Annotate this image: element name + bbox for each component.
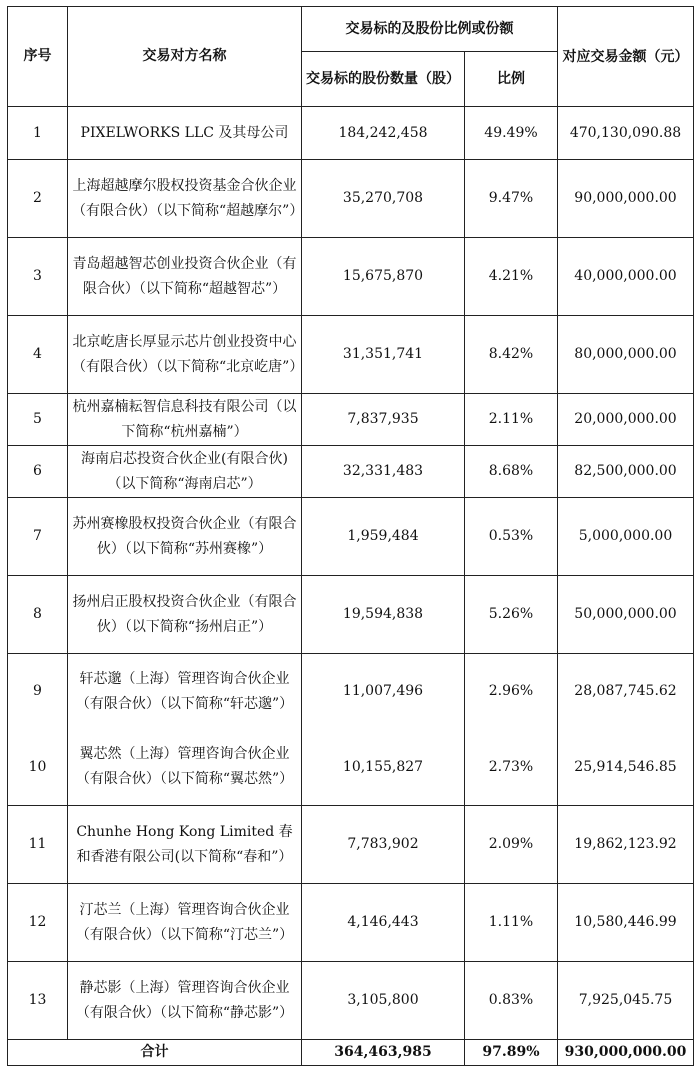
- header-group: 交易标的及股份比例或份额: [302, 7, 558, 52]
- row-ratio: 0.53%: [465, 498, 558, 576]
- row-seq: 9: [8, 654, 68, 730]
- header-party: 交易对方名称: [68, 7, 302, 107]
- row-name: PIXELWORKS LLC 及其母公司: [68, 107, 302, 160]
- table-row: [8, 446, 694, 498]
- row-ratio: 2.96%: [465, 654, 558, 730]
- row-name: 静芯影（上海）管理咨询合伙企业（有限合伙）（以下简称“静芯影”）: [68, 962, 302, 1040]
- row-name: 青岛超越智芯创业投资合伙企业（有限合伙）（以下简称“超越智芯”）: [68, 238, 302, 316]
- row-seq: 12: [8, 884, 68, 962]
- table-row: [8, 962, 694, 1040]
- row-amount: 80,000,000.00: [558, 316, 694, 394]
- row-name: Chunhe Hong Kong Limited 春和香港有限公司(以下简称“春和”）: [68, 806, 302, 884]
- row-name: 苏州赛橡股权投资合伙企业（有限合伙）（以下简称“苏州赛橡”）: [68, 498, 302, 576]
- row-seq: 11: [8, 806, 68, 884]
- row-shares: 1,959,484: [302, 498, 465, 576]
- row-seq: 2: [8, 160, 68, 238]
- row-seq: 3: [8, 238, 68, 316]
- header-shares: 交易标的股份数量（股）: [302, 52, 465, 107]
- row-amount: 50,000,000.00: [558, 576, 694, 654]
- row-amount: 25,914,546.85: [558, 730, 694, 806]
- row-name: 杭州嘉楠耘智信息科技有限公司（以下简称“杭州嘉楠”）: [68, 394, 302, 446]
- row-ratio: 49.49%: [465, 107, 558, 160]
- header-amount: 对应交易金额（元）: [558, 7, 694, 107]
- row-seq: 6: [8, 446, 68, 498]
- row-amount: 20,000,000.00: [558, 394, 694, 446]
- row-shares: 32,331,483: [302, 446, 465, 498]
- table-row: [8, 884, 694, 962]
- table-row: [8, 394, 694, 446]
- table-row: [8, 238, 694, 316]
- row-shares: 19,594,838: [302, 576, 465, 654]
- row-ratio: 5.26%: [465, 576, 558, 654]
- row-name: 汀芯兰（上海）管理咨询合伙企业（有限合伙）（以下简称“汀芯兰”）: [68, 884, 302, 962]
- row-shares: 15,675,870: [302, 238, 465, 316]
- transaction-table: [7, 6, 694, 1066]
- row-amount: 10,580,446.99: [558, 884, 694, 962]
- table-row: [8, 730, 694, 806]
- total-row: [8, 1040, 694, 1066]
- row-seq: 13: [8, 962, 68, 1040]
- row-ratio: 8.42%: [465, 316, 558, 394]
- row-amount: 470,130,090.88: [558, 107, 694, 160]
- total-shares: 364,463,985: [302, 1040, 465, 1066]
- row-amount: 19,862,123.92: [558, 806, 694, 884]
- table-row: [8, 806, 694, 884]
- header-ratio: 比例: [465, 52, 558, 107]
- row-seq: 1: [8, 107, 68, 160]
- row-name: 上海超越摩尔股权投资基金合伙企业（有限合伙）（以下简称“超越摩尔”）: [68, 160, 302, 238]
- row-shares: 184,242,458: [302, 107, 465, 160]
- row-seq: 7: [8, 498, 68, 576]
- row-seq: 8: [8, 576, 68, 654]
- table-row: [8, 316, 694, 394]
- row-seq: 4: [8, 316, 68, 394]
- row-amount: 28,087,745.62: [558, 654, 694, 730]
- row-shares: 7,783,902: [302, 806, 465, 884]
- row-seq: 5: [8, 394, 68, 446]
- total-ratio: 97.89%: [465, 1040, 558, 1066]
- row-amount: 90,000,000.00: [558, 160, 694, 238]
- table-row: [8, 654, 694, 730]
- total-label: 合计: [8, 1040, 302, 1066]
- table-row: [8, 160, 694, 238]
- row-name: 海南启芯投资合伙企业(有限合伙)（以下简称“海南启芯”）: [68, 446, 302, 498]
- row-ratio: 1.11%: [465, 884, 558, 962]
- table-row: [8, 498, 694, 576]
- row-shares: 4,146,443: [302, 884, 465, 962]
- row-ratio: 9.47%: [465, 160, 558, 238]
- row-shares: 31,351,741: [302, 316, 465, 394]
- row-shares: 3,105,800: [302, 962, 465, 1040]
- row-ratio: 2.11%: [465, 394, 558, 446]
- row-name: 北京屹唐长厚显示芯片创业投资中心（有限合伙）（以下简称“北京屹唐”）: [68, 316, 302, 394]
- row-name: 扬州启正股权投资合伙企业（有限合伙）（以下简称“扬州启正”）: [68, 576, 302, 654]
- row-amount: 82,500,000.00: [558, 446, 694, 498]
- row-name: 轩芯邈（上海）管理咨询合伙企业（有限合伙）（以下简称“轩芯邈”）: [68, 654, 302, 730]
- header-seq: 序号: [8, 7, 68, 107]
- row-ratio: 2.09%: [465, 806, 558, 884]
- row-amount: 40,000,000.00: [558, 238, 694, 316]
- row-shares: 35,270,708: [302, 160, 465, 238]
- row-ratio: 0.83%: [465, 962, 558, 1040]
- row-name: 翼芯然（上海）管理咨询合伙企业（有限合伙）（以下简称“翼芯然”）: [68, 730, 302, 806]
- row-shares: 7,837,935: [302, 394, 465, 446]
- row-ratio: 4.21%: [465, 238, 558, 316]
- row-ratio: 8.68%: [465, 446, 558, 498]
- total-amount: 930,000,000.00: [558, 1040, 694, 1066]
- row-ratio: 2.73%: [465, 730, 558, 806]
- transaction-table-container: [7, 6, 694, 1066]
- table-row: [8, 107, 694, 160]
- row-amount: 7,925,045.75: [558, 962, 694, 1040]
- table-row: [8, 576, 694, 654]
- row-shares: 10,155,827: [302, 730, 465, 806]
- row-seq: 10: [8, 730, 68, 806]
- row-amount: 5,000,000.00: [558, 498, 694, 576]
- row-shares: 11,007,496: [302, 654, 465, 730]
